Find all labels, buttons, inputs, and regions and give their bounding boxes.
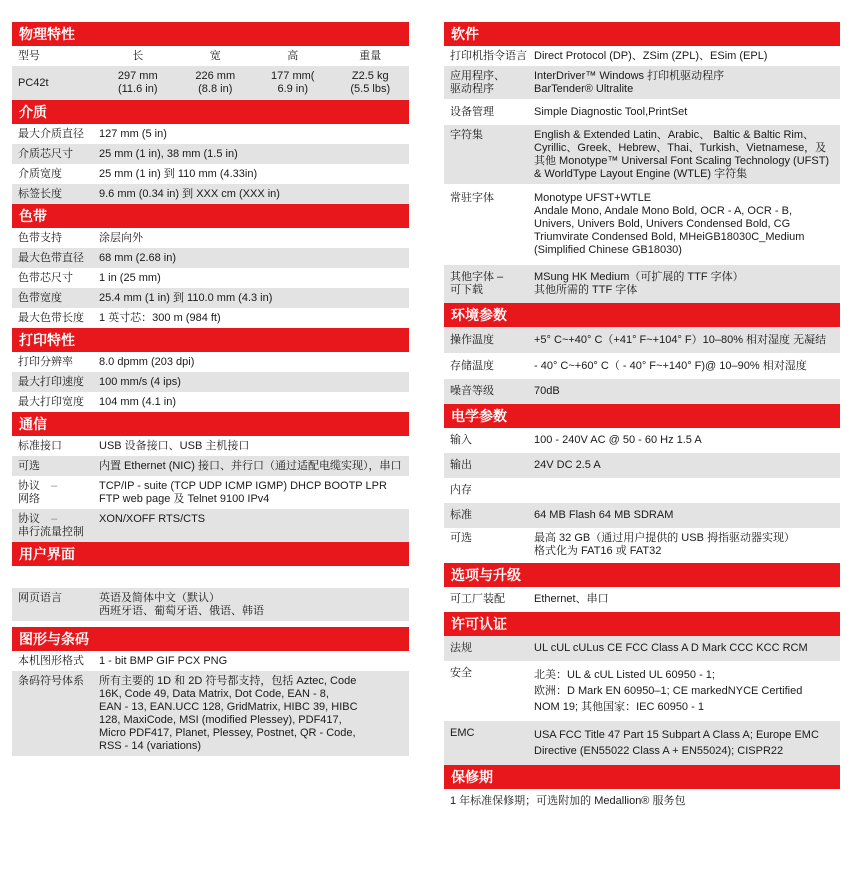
- spec-row: [12, 651, 409, 671]
- spec-label: 安全: [450, 667, 472, 679]
- spec-value: [534, 532, 840, 558]
- spec-row: [444, 528, 840, 563]
- spec-value: [99, 480, 409, 506]
- spec-value: 1 in (25 mm): [99, 272, 161, 284]
- spec-row: [12, 352, 409, 372]
- spec-value-line: 英语及简体中文（默认）: [99, 592, 220, 604]
- spec-value: Ethernet、串口: [534, 593, 609, 605]
- spec-label-line: 协议: [18, 513, 40, 525]
- spec-label: 可工厂装配: [450, 593, 505, 605]
- spec-value: 127 mm (5 in): [99, 128, 167, 140]
- dash: –: [51, 513, 58, 525]
- spec-label: [444, 271, 534, 297]
- spec-label-line: 协议: [18, 480, 40, 492]
- section-header-software: 软件: [444, 22, 840, 46]
- spec-label: 最大打印速度: [18, 376, 84, 388]
- spec-label: 存储温度: [450, 360, 494, 372]
- spec-value: 1 英寸芯：300 m (984 ft): [99, 312, 221, 324]
- width-in: (8.8 in): [198, 83, 233, 95]
- col-length: 长: [132, 50, 144, 62]
- spec-label: 最大打印宽度: [18, 396, 84, 408]
- spec-label: 常驻字体: [450, 192, 494, 204]
- spec-value-line: 16K, Code 49, Data Matrix, Dot Code, EAN - 8,: [99, 688, 329, 700]
- spec-row: [12, 476, 409, 509]
- section-header-warranty: 保修期: [444, 765, 840, 789]
- spec-label: 可选: [450, 532, 472, 544]
- spec-value: 9.6 mm (0.34 in) 到 XXX cm (XXX in): [99, 188, 280, 200]
- height-in: 6.9 in): [277, 83, 309, 95]
- spec-label: 字符集: [450, 129, 483, 141]
- spec-value: [99, 592, 409, 618]
- spec-value-line: Andale Mono, Andale Mono Bold, OCR - A, OCR - B,: [534, 205, 793, 217]
- spec-row: [444, 265, 840, 303]
- spec-label: [12, 480, 99, 506]
- spec-value-line: BarTender® Ultralite: [534, 83, 634, 95]
- spec-value-line: & WorldType Layout Engine (WTLE) 字符集: [534, 168, 748, 180]
- spec-value-line: FTP web page 及 Telnet 9100 IPv4: [99, 493, 270, 505]
- spec-label: 内存: [450, 484, 472, 496]
- spec-value-line: 西班牙语、葡萄牙语、俄语、韩语: [99, 605, 264, 617]
- spec-row: [12, 124, 409, 144]
- spec-label: 设备管理: [450, 106, 494, 118]
- spec-label: 输入: [450, 434, 472, 446]
- spec-value-line: 格式化为 FAT16 或 FAT32: [534, 545, 662, 557]
- spec-label-line: 网络: [18, 493, 40, 505]
- spec-row: [444, 327, 840, 353]
- height-mm: 177 mm(: [271, 70, 315, 82]
- section-header-ribbon: 色带: [12, 204, 409, 228]
- spec-value: [534, 271, 840, 297]
- col-height: 高: [287, 50, 299, 62]
- spec-row: [444, 46, 840, 66]
- spec-value-line: 欧洲：D Mark EN 60950–1; CE markedNYCE Certified: [534, 685, 803, 697]
- spec-value: 104 mm (4.1 in): [99, 396, 177, 408]
- dash: –: [51, 480, 58, 492]
- spec-value-line: 其他所需的 TTF 字体: [534, 284, 638, 296]
- spec-value-line: InterDriver™ Windows 打印机驱动程序: [534, 70, 725, 82]
- left-column: [12, 22, 409, 756]
- length-in: (11.6 in): [117, 83, 158, 95]
- section-header-media: 介质: [12, 100, 409, 124]
- spec-row: [444, 184, 840, 265]
- spec-label: 操作温度: [450, 334, 494, 346]
- spec-label: 标准接口: [18, 440, 62, 452]
- spec-value: [534, 727, 840, 759]
- spec-value: - 40° C~+60° C（ - 40° F~+140° F)@ 10–90% 相对湿度: [534, 360, 807, 372]
- spec-label: 打印机指令语言: [450, 50, 527, 62]
- spec-label: 打印分辨率: [18, 356, 73, 368]
- spec-label: 网页语言: [18, 592, 62, 604]
- spec-value-line: USA FCC Title 47 Part 15 Subpart A Class A; Europe EMC: [534, 729, 819, 741]
- spec-label: 条码符号体系: [18, 675, 84, 687]
- spec-label: 输出: [450, 459, 472, 471]
- spec-value: 64 MB Flash 64 MB SDRAM: [534, 509, 674, 521]
- spec-value-line: NOM 19; 其他国家：IEC 60950 - 1: [534, 701, 704, 713]
- spec-row: [444, 478, 840, 503]
- spec-value: 8.0 dpmm (203 dpi): [99, 356, 195, 368]
- spec-label-line: 串行流量控制: [18, 526, 84, 538]
- spec-label: [444, 70, 534, 96]
- spec-value: 25 mm (1 in), 38 mm (1.5 in): [99, 148, 238, 160]
- spec-label: 介质芯尺寸: [18, 148, 73, 160]
- spec-value-line: Monotype UFST+WTLE: [534, 192, 652, 204]
- spec-row: [444, 99, 840, 125]
- spec-label: 标签长度: [18, 188, 62, 200]
- spec-label: 介质宽度: [18, 168, 62, 180]
- spec-row: [12, 671, 409, 756]
- spec-row: [12, 268, 409, 288]
- spec-value-line: Univers, Univers Bold, Univers Condensed Bold, CG: [534, 218, 791, 230]
- spec-label: 色带宽度: [18, 292, 62, 304]
- spec-label: 法规: [450, 642, 472, 654]
- spec-row: [12, 144, 409, 164]
- section-header-comm: 通信: [12, 412, 409, 436]
- section-header-env: 环境参数: [444, 303, 840, 327]
- spec-row: [12, 436, 409, 456]
- spec-value: [99, 675, 409, 753]
- weight-lbs: (5.5 lbs): [350, 83, 391, 95]
- spec-value-line: 所有主要的 1D 和 2D 符号都支持，包括 Aztec, Code: [99, 675, 357, 687]
- section-header-physical: 物理特性: [12, 22, 409, 46]
- spec-value: [534, 129, 840, 181]
- length-mm: 297 mm: [117, 70, 158, 82]
- spec-value: 25.4 mm (1 in) 到 110.0 mm (4.3 in): [99, 292, 273, 304]
- spec-value: 100 mm/s (4 ips): [99, 376, 181, 388]
- section-header-graphics: 图形与条码: [12, 627, 409, 651]
- spec-value-line: Directive (EN55022 Class A + EN55024); CISPR22: [534, 745, 784, 757]
- spec-value: [534, 667, 840, 715]
- spec-row: [444, 661, 840, 721]
- spec-label: 本机图形格式: [18, 655, 84, 667]
- spec-value-line: RSS - 14 (variations): [99, 740, 202, 752]
- spec-value: [534, 192, 840, 257]
- warranty-text: 1 年标准保修期；可选附加的 Medallion® 服务包: [450, 795, 686, 807]
- spec-row: [444, 353, 840, 379]
- spec-row: [12, 164, 409, 184]
- spec-value: +5° C~+40° C（+41° F~+104° F）10–80% 相对湿度 无凝结: [534, 334, 827, 346]
- spec-row: [12, 228, 409, 248]
- spec-value-line: English & Extended Latin、Arabic、 Baltic & Baltic Rim、: [534, 129, 815, 141]
- spec-row: [444, 636, 840, 661]
- spec-value: 1 - bit BMP GIF PCX PNG: [99, 655, 228, 667]
- length-value: [99, 70, 177, 96]
- section-header-cert: 许可认证: [444, 612, 840, 636]
- spacer: [12, 566, 409, 588]
- spec-value-line: EAN - 13, EAN.UCC 128, GridMatrix, HIBC 39, HIBC: [99, 701, 358, 713]
- spec-value: USB 设备接口、USB 主机接口: [99, 440, 250, 452]
- spec-row: [12, 308, 409, 328]
- spec-row: [444, 66, 840, 99]
- spec-value: 24V DC 2.5 A: [534, 459, 601, 471]
- spec-value: Direct Protocol (DP)、ZSim (ZPL)、ESim (EPL): [534, 50, 768, 62]
- col-weight: 重量: [359, 50, 382, 62]
- spec-label-line: 可下载: [450, 284, 483, 296]
- section-header-options: 选项与升级: [444, 563, 840, 587]
- physical-header-row: [12, 46, 409, 66]
- width-value: [177, 70, 255, 96]
- spec-value-line: Cyrillic、Greek、Hebrew、Thai、Turkish、Vietnamese，及: [534, 142, 827, 154]
- spec-value: 68 mm (2.68 in): [99, 252, 177, 264]
- spec-label: EMC: [450, 727, 475, 739]
- spec-label: 最大色带直径: [18, 252, 84, 264]
- spec-row: [444, 721, 840, 765]
- height-value: [254, 70, 332, 96]
- spec-value: XON/XOFF RTS/CTS: [99, 513, 206, 525]
- spec-value-line: TCP/IP - suite (TCP UDP ICMP IGMP) DHCP BOOTP LPR: [99, 480, 387, 492]
- spec-row: [444, 379, 840, 404]
- weight-kg: Z2.5 kg: [351, 70, 389, 82]
- spec-value-line: Micro PDF417, Planet, Plessey, Postnet, QR - Code,: [99, 727, 356, 739]
- spec-label-line: 应用程序、: [450, 70, 505, 82]
- model-name: PC42t: [18, 77, 49, 89]
- spec-label: 可选: [18, 460, 40, 472]
- spec-row: [12, 509, 409, 542]
- weight-value: [332, 70, 410, 96]
- spec-row: [12, 456, 409, 476]
- spec-value-line: 其他 Monotype™ Universal Font Scaling Technology (UFST): [534, 155, 830, 167]
- col-model: 型号: [18, 50, 40, 62]
- section-header-ui: 用户界面: [12, 542, 409, 566]
- spec-label: 标准: [450, 509, 472, 521]
- spec-value: 70dB: [534, 385, 560, 397]
- spec-row: [444, 587, 840, 612]
- spec-label: 噪音等级: [450, 385, 494, 397]
- spec-label: 色带芯尺寸: [18, 272, 73, 284]
- spec-label: 最大色带长度: [18, 312, 84, 324]
- spec-value: 涂层向外: [99, 232, 143, 244]
- spec-value-line: 最高 32 GB（通过用户提供的 USB 拇指驱动器实现）: [534, 532, 795, 544]
- spec-value-line: (Simplified Chinese GB18030): [534, 244, 682, 256]
- section-header-elec: 电学参数: [444, 404, 840, 428]
- spec-value-line: Triumvirate Condensed Bold, MHeiGB18030C_Medium: [534, 231, 805, 243]
- spec-row: [12, 588, 409, 621]
- spec-row: [12, 248, 409, 268]
- spec-value-line: MSung HK Medium（可扩展的 TTF 字体）: [534, 271, 744, 283]
- spec-value: 内置 Ethernet (NIC) 接口、并行口（通过适配电缆实现），串口: [99, 460, 402, 472]
- spec-row: [12, 392, 409, 412]
- spec-value: Simple Diagnostic Tool,PrintSet: [534, 106, 688, 118]
- width-mm: 226 mm: [195, 70, 236, 82]
- spec-value: 25 mm (1 in) 到 110 mm (4.33in): [99, 168, 258, 180]
- spec-row: [444, 503, 840, 528]
- right-column: [444, 22, 840, 808]
- spec-row: [12, 372, 409, 392]
- spec-value: [534, 70, 840, 96]
- spec-row: [444, 428, 840, 453]
- spec-row: [12, 288, 409, 308]
- spec-row: [444, 125, 840, 184]
- spec-value-line: 北美：UL & cUL Listed UL 60950 - 1;: [534, 669, 715, 681]
- col-width: 宽: [209, 50, 221, 62]
- spec-label: [12, 513, 99, 539]
- spec-row: [444, 453, 840, 478]
- physical-values-row: [12, 66, 409, 100]
- spec-value: [534, 484, 840, 497]
- spec-value: UL cUL cULus CE FCC Class A D Mark CCC KCC RCM: [534, 642, 808, 654]
- spec-label: 最大介质直径: [18, 128, 84, 140]
- spec-row: [12, 184, 409, 204]
- spec-value-line: 128, MaxiCode, MSI (modified Plessey), PDF417,: [99, 714, 342, 726]
- spec-value: 100 - 240V AC @ 50 - 60 Hz 1.5 A: [534, 434, 702, 446]
- spec-label-line: 驱动程序: [450, 83, 494, 95]
- spec-label-line: 其他字体 –: [450, 271, 504, 283]
- spec-label: 色带支持: [18, 232, 62, 244]
- section-header-print: 打印特性: [12, 328, 409, 352]
